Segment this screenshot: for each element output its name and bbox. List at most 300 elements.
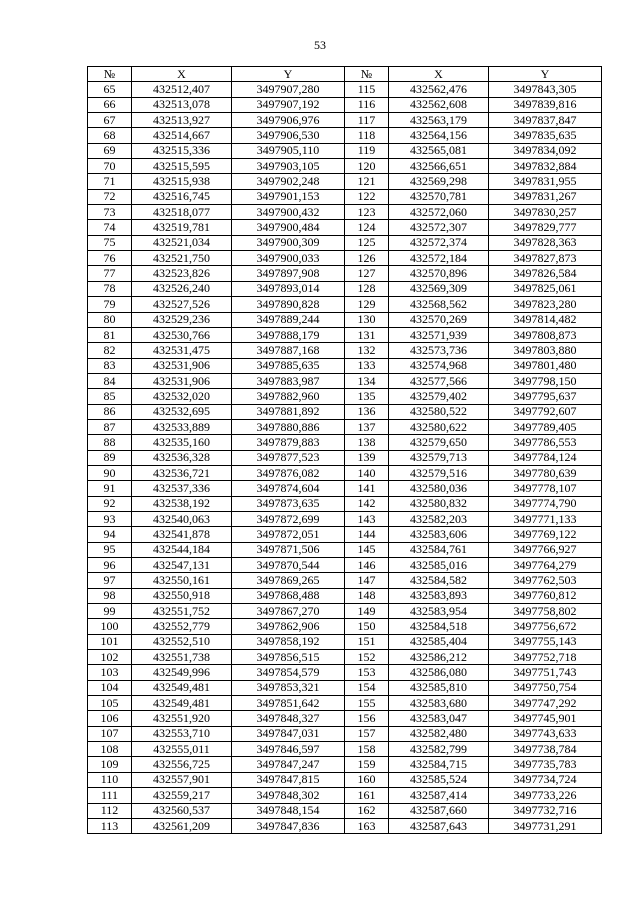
y-coordinate-right: 3497756,672 [489, 619, 602, 634]
point-number-right: 155 [345, 696, 389, 711]
y-coordinate-left: 3497862,906 [232, 619, 345, 634]
point-number-right: 139 [345, 450, 389, 465]
x-coordinate-left: 432513,078 [132, 97, 232, 112]
x-coordinate-right: 432572,374 [389, 235, 489, 250]
y-coordinate-right: 3497808,873 [489, 327, 602, 342]
point-number-right: 135 [345, 389, 389, 404]
y-coordinate-left: 3497872,051 [232, 527, 345, 542]
point-number-left: 80 [88, 312, 132, 327]
y-coordinate-left: 3497851,642 [232, 696, 345, 711]
table-row [88, 542, 602, 557]
point-number-right: 152 [345, 650, 389, 665]
y-coordinate-left: 3497854,579 [232, 665, 345, 680]
point-number-left: 69 [88, 143, 132, 158]
table-row [88, 450, 602, 465]
table-row [88, 297, 602, 312]
x-coordinate-left: 432535,160 [132, 435, 232, 450]
y-coordinate-left: 3497870,544 [232, 558, 345, 573]
table-row [88, 803, 602, 818]
table-row [88, 281, 602, 296]
point-number-left: 107 [88, 726, 132, 741]
point-number-right: 142 [345, 496, 389, 511]
x-coordinate-left: 432552,510 [132, 634, 232, 649]
x-coordinate-left: 432532,695 [132, 404, 232, 419]
y-coordinate-right: 3497764,279 [489, 558, 602, 573]
point-number-right: 153 [345, 665, 389, 680]
x-coordinate-left: 432549,481 [132, 680, 232, 695]
point-number-left: 65 [88, 82, 132, 97]
x-coordinate-right: 432584,582 [389, 573, 489, 588]
y-coordinate-right: 3497831,267 [489, 189, 602, 204]
y-coordinate-left: 3497881,892 [232, 404, 345, 419]
table-row [88, 757, 602, 772]
table-row [88, 419, 602, 434]
y-coordinate-right: 3497750,754 [489, 680, 602, 695]
point-number-left: 70 [88, 159, 132, 174]
point-number-left: 86 [88, 404, 132, 419]
point-number-right: 140 [345, 465, 389, 480]
x-coordinate-left: 432549,996 [132, 665, 232, 680]
y-coordinate-left: 3497906,530 [232, 128, 345, 143]
point-number-left: 85 [88, 389, 132, 404]
table-row [88, 327, 602, 342]
y-coordinate-left: 3497868,488 [232, 588, 345, 603]
x-coordinate-left: 432551,752 [132, 604, 232, 619]
point-number-left: 79 [88, 297, 132, 312]
y-coordinate-left: 3497869,265 [232, 573, 345, 588]
y-coordinate-left: 3497848,154 [232, 803, 345, 818]
x-coordinate-left: 432551,920 [132, 711, 232, 726]
x-coordinate-right: 432582,480 [389, 726, 489, 741]
y-coordinate-right: 3497825,061 [489, 281, 602, 296]
table-row [88, 373, 602, 388]
x-coordinate-left: 432521,034 [132, 235, 232, 250]
y-coordinate-right: 3497731,291 [489, 818, 602, 833]
header-number-right: № [345, 67, 389, 82]
y-coordinate-right: 3497780,639 [489, 465, 602, 480]
point-number-right: 116 [345, 97, 389, 112]
point-number-left: 89 [88, 450, 132, 465]
header-y-right: Y [489, 67, 602, 82]
x-coordinate-left: 432533,889 [132, 419, 232, 434]
point-number-left: 102 [88, 650, 132, 665]
table-row [88, 128, 602, 143]
x-coordinate-right: 432586,212 [389, 650, 489, 665]
point-number-right: 157 [345, 726, 389, 741]
y-coordinate-right: 3497826,584 [489, 266, 602, 281]
x-coordinate-right: 432572,060 [389, 205, 489, 220]
table-row [88, 97, 602, 112]
x-coordinate-left: 432519,781 [132, 220, 232, 235]
point-number-right: 159 [345, 757, 389, 772]
point-number-left: 112 [88, 803, 132, 818]
y-coordinate-left: 3497847,836 [232, 818, 345, 833]
y-coordinate-right: 3497778,107 [489, 481, 602, 496]
point-number-right: 145 [345, 542, 389, 557]
point-number-left: 106 [88, 711, 132, 726]
point-number-left: 96 [88, 558, 132, 573]
y-coordinate-left: 3497847,031 [232, 726, 345, 741]
x-coordinate-right: 432585,404 [389, 634, 489, 649]
y-coordinate-left: 3497853,321 [232, 680, 345, 695]
x-coordinate-right: 432584,518 [389, 619, 489, 634]
y-coordinate-left: 3497901,153 [232, 189, 345, 204]
point-number-right: 136 [345, 404, 389, 419]
y-coordinate-right: 3497832,884 [489, 159, 602, 174]
x-coordinate-left: 432560,537 [132, 803, 232, 818]
x-coordinate-right: 432570,781 [389, 189, 489, 204]
x-coordinate-left: 432523,826 [132, 266, 232, 281]
point-number-left: 75 [88, 235, 132, 250]
point-number-left: 108 [88, 742, 132, 757]
point-number-right: 144 [345, 527, 389, 542]
y-coordinate-left: 3497876,082 [232, 465, 345, 480]
point-number-left: 90 [88, 465, 132, 480]
y-coordinate-left: 3497867,270 [232, 604, 345, 619]
point-number-right: 126 [345, 251, 389, 266]
point-number-left: 87 [88, 419, 132, 434]
x-coordinate-right: 432583,680 [389, 696, 489, 711]
table-row [88, 619, 602, 634]
point-number-left: 110 [88, 772, 132, 787]
table-row [88, 742, 602, 757]
point-number-right: 132 [345, 343, 389, 358]
table-row [88, 481, 602, 496]
point-number-right: 130 [345, 312, 389, 327]
y-coordinate-left: 3497906,976 [232, 113, 345, 128]
x-coordinate-left: 432531,906 [132, 373, 232, 388]
point-number-left: 104 [88, 680, 132, 695]
point-number-left: 103 [88, 665, 132, 680]
x-coordinate-left: 432536,328 [132, 450, 232, 465]
y-coordinate-left: 3497848,327 [232, 711, 345, 726]
point-number-right: 120 [345, 159, 389, 174]
point-number-right: 156 [345, 711, 389, 726]
y-coordinate-left: 3497846,597 [232, 742, 345, 757]
point-number-right: 149 [345, 604, 389, 619]
y-coordinate-right: 3497745,901 [489, 711, 602, 726]
y-coordinate-left: 3497890,828 [232, 297, 345, 312]
y-coordinate-right: 3497831,955 [489, 174, 602, 189]
y-coordinate-left: 3497847,247 [232, 757, 345, 772]
x-coordinate-left: 432512,407 [132, 82, 232, 97]
y-coordinate-left: 3497900,033 [232, 251, 345, 266]
x-coordinate-right: 432580,522 [389, 404, 489, 419]
x-coordinate-right: 432568,562 [389, 297, 489, 312]
x-coordinate-left: 432526,240 [132, 281, 232, 296]
table-row [88, 220, 602, 235]
y-coordinate-right: 3497839,816 [489, 97, 602, 112]
table-row [88, 266, 602, 281]
y-coordinate-right: 3497795,637 [489, 389, 602, 404]
y-coordinate-left: 3497848,302 [232, 788, 345, 803]
y-coordinate-right: 3497789,405 [489, 419, 602, 434]
table-row [88, 343, 602, 358]
x-coordinate-right: 432572,307 [389, 220, 489, 235]
table-row [88, 511, 602, 526]
y-coordinate-right: 3497827,873 [489, 251, 602, 266]
x-coordinate-right: 432585,810 [389, 680, 489, 695]
y-coordinate-left: 3497856,515 [232, 650, 345, 665]
point-number-right: 138 [345, 435, 389, 450]
point-number-right: 154 [345, 680, 389, 695]
point-number-right: 131 [345, 327, 389, 342]
x-coordinate-left: 432515,938 [132, 174, 232, 189]
table-row [88, 435, 602, 450]
y-coordinate-right: 3497798,150 [489, 373, 602, 388]
point-number-right: 137 [345, 419, 389, 434]
y-coordinate-right: 3497732,716 [489, 803, 602, 818]
x-coordinate-left: 432550,161 [132, 573, 232, 588]
x-coordinate-right: 432570,269 [389, 312, 489, 327]
x-coordinate-left: 432514,667 [132, 128, 232, 143]
point-number-right: 148 [345, 588, 389, 603]
x-coordinate-right: 432583,954 [389, 604, 489, 619]
y-coordinate-right: 3497747,292 [489, 696, 602, 711]
point-number-left: 76 [88, 251, 132, 266]
y-coordinate-left: 3497903,105 [232, 159, 345, 174]
x-coordinate-right: 432585,016 [389, 558, 489, 573]
point-number-left: 94 [88, 527, 132, 542]
table-row [88, 205, 602, 220]
y-coordinate-right: 3497743,633 [489, 726, 602, 741]
point-number-left: 78 [88, 281, 132, 296]
x-coordinate-right: 432582,203 [389, 511, 489, 526]
table-row [88, 696, 602, 711]
point-number-left: 67 [88, 113, 132, 128]
table-row [88, 726, 602, 741]
point-number-right: 151 [345, 634, 389, 649]
table-row [88, 650, 602, 665]
x-coordinate-right: 432587,660 [389, 803, 489, 818]
y-coordinate-right: 3497760,812 [489, 588, 602, 603]
y-coordinate-left: 3497885,635 [232, 358, 345, 373]
header-x-left: X [132, 67, 232, 82]
y-coordinate-left: 3497871,506 [232, 542, 345, 557]
y-coordinate-left: 3497900,432 [232, 205, 345, 220]
x-coordinate-right: 432580,036 [389, 481, 489, 496]
y-coordinate-left: 3497872,699 [232, 511, 345, 526]
table-row [88, 772, 602, 787]
point-number-left: 73 [88, 205, 132, 220]
y-coordinate-left: 3497902,248 [232, 174, 345, 189]
x-coordinate-right: 432580,622 [389, 419, 489, 434]
table-row [88, 711, 602, 726]
header-number-left: № [88, 67, 132, 82]
point-number-right: 141 [345, 481, 389, 496]
table-header-row [88, 67, 602, 82]
x-coordinate-left: 432549,481 [132, 696, 232, 711]
x-coordinate-left: 432516,745 [132, 189, 232, 204]
table-row [88, 680, 602, 695]
x-coordinate-left: 432531,475 [132, 343, 232, 358]
x-coordinate-right: 432580,832 [389, 496, 489, 511]
point-number-left: 72 [88, 189, 132, 204]
y-coordinate-right: 3497752,718 [489, 650, 602, 665]
point-number-left: 101 [88, 634, 132, 649]
x-coordinate-left: 432556,725 [132, 757, 232, 772]
x-coordinate-right: 432573,736 [389, 343, 489, 358]
y-coordinate-right: 3497762,503 [489, 573, 602, 588]
point-number-right: 163 [345, 818, 389, 833]
header-y-left: Y [232, 67, 345, 82]
x-coordinate-left: 432561,209 [132, 818, 232, 833]
x-coordinate-left: 432521,750 [132, 251, 232, 266]
page-number: 53 [314, 38, 326, 52]
point-number-left: 92 [88, 496, 132, 511]
x-coordinate-right: 432579,650 [389, 435, 489, 450]
point-number-right: 122 [345, 189, 389, 204]
y-coordinate-right: 3497835,635 [489, 128, 602, 143]
y-coordinate-right: 3497829,777 [489, 220, 602, 235]
table-row [88, 82, 602, 97]
x-coordinate-right: 432583,606 [389, 527, 489, 542]
x-coordinate-left: 432550,918 [132, 588, 232, 603]
y-coordinate-left: 3497900,484 [232, 220, 345, 235]
x-coordinate-left: 432515,336 [132, 143, 232, 158]
x-coordinate-right: 432582,799 [389, 742, 489, 757]
point-number-left: 100 [88, 619, 132, 634]
x-coordinate-right: 432569,298 [389, 174, 489, 189]
x-coordinate-left: 432529,236 [132, 312, 232, 327]
point-number-right: 160 [345, 772, 389, 787]
point-number-left: 74 [88, 220, 132, 235]
table-row [88, 358, 602, 373]
x-coordinate-right: 432587,414 [389, 788, 489, 803]
y-coordinate-right: 3497828,363 [489, 235, 602, 250]
x-coordinate-right: 432562,608 [389, 97, 489, 112]
x-coordinate-right: 432577,566 [389, 373, 489, 388]
point-number-left: 83 [88, 358, 132, 373]
point-number-left: 88 [88, 435, 132, 450]
table-row [88, 558, 602, 573]
y-coordinate-left: 3497900,309 [232, 235, 345, 250]
x-coordinate-right: 432579,402 [389, 389, 489, 404]
y-coordinate-left: 3497883,987 [232, 373, 345, 388]
x-coordinate-left: 432532,020 [132, 389, 232, 404]
x-coordinate-left: 432555,011 [132, 742, 232, 757]
x-coordinate-right: 432587,643 [389, 818, 489, 833]
table-row [88, 251, 602, 266]
point-number-right: 123 [345, 205, 389, 220]
x-coordinate-left: 432513,927 [132, 113, 232, 128]
y-coordinate-left: 3497887,168 [232, 343, 345, 358]
point-number-right: 128 [345, 281, 389, 296]
table-row [88, 496, 602, 511]
x-coordinate-right: 432584,761 [389, 542, 489, 557]
point-number-left: 95 [88, 542, 132, 557]
x-coordinate-right: 432566,651 [389, 159, 489, 174]
point-number-right: 162 [345, 803, 389, 818]
x-coordinate-left: 432553,710 [132, 726, 232, 741]
table-row [88, 174, 602, 189]
x-coordinate-left: 432527,526 [132, 297, 232, 312]
point-number-right: 147 [345, 573, 389, 588]
point-number-right: 134 [345, 373, 389, 388]
y-coordinate-left: 3497879,883 [232, 435, 345, 450]
table-row [88, 235, 602, 250]
table-row [88, 189, 602, 204]
x-coordinate-right: 432570,896 [389, 266, 489, 281]
y-coordinate-right: 3497803,880 [489, 343, 602, 358]
table-row [88, 573, 602, 588]
point-number-left: 77 [88, 266, 132, 281]
table-row [88, 634, 602, 649]
table-row [88, 113, 602, 128]
y-coordinate-right: 3497786,553 [489, 435, 602, 450]
point-number-left: 93 [88, 511, 132, 526]
x-coordinate-left: 432536,721 [132, 465, 232, 480]
point-number-left: 113 [88, 818, 132, 833]
x-coordinate-left: 432540,063 [132, 511, 232, 526]
x-coordinate-right: 432564,156 [389, 128, 489, 143]
y-coordinate-left: 3497858,192 [232, 634, 345, 649]
point-number-right: 119 [345, 143, 389, 158]
y-coordinate-left: 3497847,815 [232, 772, 345, 787]
y-coordinate-left: 3497877,523 [232, 450, 345, 465]
point-number-left: 66 [88, 97, 132, 112]
x-coordinate-right: 432571,939 [389, 327, 489, 342]
table-row [88, 788, 602, 803]
table-row [88, 404, 602, 419]
point-number-left: 111 [88, 788, 132, 803]
point-number-right: 143 [345, 511, 389, 526]
table-body [88, 82, 602, 834]
y-coordinate-right: 3497830,257 [489, 205, 602, 220]
table-row [88, 159, 602, 174]
table-row [88, 312, 602, 327]
table-row [88, 143, 602, 158]
x-coordinate-left: 432547,131 [132, 558, 232, 573]
y-coordinate-right: 3497733,226 [489, 788, 602, 803]
x-coordinate-right: 432574,968 [389, 358, 489, 373]
y-coordinate-left: 3497880,886 [232, 419, 345, 434]
y-coordinate-right: 3497755,143 [489, 634, 602, 649]
y-coordinate-right: 3497837,847 [489, 113, 602, 128]
x-coordinate-right: 432572,184 [389, 251, 489, 266]
point-number-left: 99 [88, 604, 132, 619]
x-coordinate-right: 432579,713 [389, 450, 489, 465]
y-coordinate-right: 3497843,305 [489, 82, 602, 97]
point-number-right: 161 [345, 788, 389, 803]
x-coordinate-left: 432538,192 [132, 496, 232, 511]
point-number-right: 158 [345, 742, 389, 757]
y-coordinate-right: 3497792,607 [489, 404, 602, 419]
point-number-left: 68 [88, 128, 132, 143]
x-coordinate-left: 432515,595 [132, 159, 232, 174]
table-row [88, 465, 602, 480]
y-coordinate-left: 3497873,635 [232, 496, 345, 511]
point-number-right: 150 [345, 619, 389, 634]
y-coordinate-right: 3497751,743 [489, 665, 602, 680]
y-coordinate-left: 3497888,179 [232, 327, 345, 342]
x-coordinate-right: 432584,715 [389, 757, 489, 772]
point-number-right: 121 [345, 174, 389, 189]
y-coordinate-left: 3497889,244 [232, 312, 345, 327]
x-coordinate-left: 432537,336 [132, 481, 232, 496]
table-row [88, 604, 602, 619]
y-coordinate-right: 3497801,480 [489, 358, 602, 373]
y-coordinate-right: 3497834,092 [489, 143, 602, 158]
x-coordinate-right: 432583,047 [389, 711, 489, 726]
y-coordinate-right: 3497784,124 [489, 450, 602, 465]
y-coordinate-left: 3497905,110 [232, 143, 345, 158]
x-coordinate-right: 432569,309 [389, 281, 489, 296]
y-coordinate-left: 3497893,014 [232, 281, 345, 296]
point-number-left: 91 [88, 481, 132, 496]
y-coordinate-left: 3497897,908 [232, 266, 345, 281]
y-coordinate-right: 3497735,783 [489, 757, 602, 772]
